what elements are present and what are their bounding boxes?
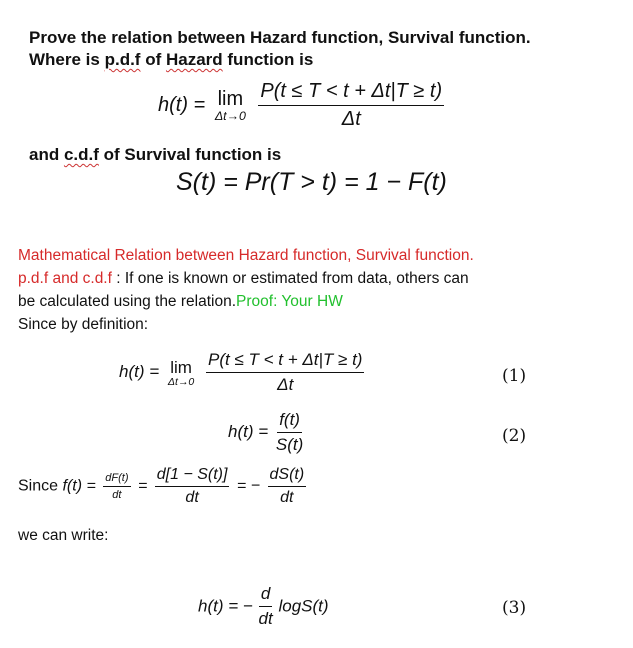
heading-line-1: Prove the relation between Hazard function, Survival function.: [29, 28, 531, 47]
eq3-denominator: dt: [258, 609, 273, 628]
since-f: f(t) =: [62, 477, 96, 495]
since-eq-2: = −: [236, 477, 261, 495]
pdf-cdf-label: p.d.f and c.d.f: [18, 270, 112, 287]
cdf-line-and: and: [29, 145, 64, 164]
since-eq: =: [137, 477, 148, 495]
since-frac-1-num: dF(t): [103, 472, 130, 487]
limit-label: lim: [217, 88, 244, 110]
survival-formula: S(t) = Pr(T > t) = 1 − F(t): [176, 168, 447, 196]
cdf-term: c.d.f: [63, 145, 99, 164]
proof-note: Proof: Your HW: [236, 293, 343, 310]
cdf-line: [29, 145, 281, 165]
we-can-write: we can write:: [18, 527, 109, 544]
eq1-lhs: h(t) =: [119, 361, 160, 381]
heading-line-2-mid: of: [140, 50, 166, 69]
eq3-fraction: [259, 584, 273, 629]
equation-2-number: (2): [502, 426, 527, 446]
eq1-limit: [168, 358, 194, 388]
eq2-fraction: [276, 410, 303, 455]
limit-subscript: Δt→0: [214, 109, 246, 123]
since-frac-2: [155, 466, 230, 507]
eq2-numerator: f(t): [277, 410, 302, 433]
equation-3-number: (3): [502, 598, 527, 618]
heading-line-2-pre: Where is: [29, 50, 105, 69]
pdf-term: p.d.f: [104, 50, 141, 69]
section-line-3-text: be calculated using the relation.: [18, 293, 237, 310]
since-frac-2-den: dt: [185, 489, 199, 506]
eq3-numerator: d: [259, 584, 272, 607]
since-label: Since: [18, 477, 63, 495]
eq1-numerator: P(t ≤ T < t + Δt|T ≥ t): [206, 350, 364, 373]
heading-line-2: [29, 50, 313, 70]
hazard-denominator: Δt: [341, 108, 361, 130]
eq2-denominator: S(t): [275, 435, 304, 454]
since-frac-2-num: d[1 − S(t)]: [155, 466, 230, 487]
since-frac-1: [103, 472, 130, 501]
eq3-rhs: logS(t): [278, 596, 329, 616]
equation-2: [228, 410, 306, 455]
equation-3: [198, 584, 329, 629]
since-frac-1-den: dt: [112, 489, 122, 501]
eq1-limit-label: lim: [170, 357, 192, 377]
heading-line-2-post: function is: [222, 50, 314, 69]
eq3-lhs: h(t) = −: [198, 596, 253, 616]
hazard-term: Hazard: [165, 50, 223, 69]
hazard-numerator: P(t ≤ T < t + Δt|T ≥ t): [258, 80, 444, 106]
since-derivation: [18, 466, 309, 507]
since-frac-3-den: dt: [280, 489, 294, 506]
section-line-3: [18, 293, 343, 311]
section-line-4: Since by definition:: [18, 316, 149, 333]
hazard-lhs: h(t) =: [158, 93, 206, 116]
section-line-2: [18, 270, 469, 288]
hazard-fraction: [258, 80, 444, 131]
eq2-lhs: h(t) =: [228, 421, 269, 441]
section-title: Mathematical Relation between Hazard function, Survival function.: [18, 247, 474, 264]
hazard-formula-top: [158, 80, 447, 131]
section-line-2-rest: : If one is known or estimated from data, others can: [111, 270, 469, 287]
since-frac-3-num: dS(t): [268, 466, 307, 487]
eq1-fraction: [206, 350, 364, 395]
since-frac-3: [268, 466, 307, 507]
eq1-denominator: Δt: [277, 375, 294, 394]
equation-1: [119, 350, 367, 395]
cdf-line-rest: of Survival function is: [98, 145, 282, 164]
equation-1-number: (1): [502, 366, 527, 386]
eq1-limit-subscript: Δt→0: [167, 375, 195, 388]
limit: [215, 88, 246, 123]
